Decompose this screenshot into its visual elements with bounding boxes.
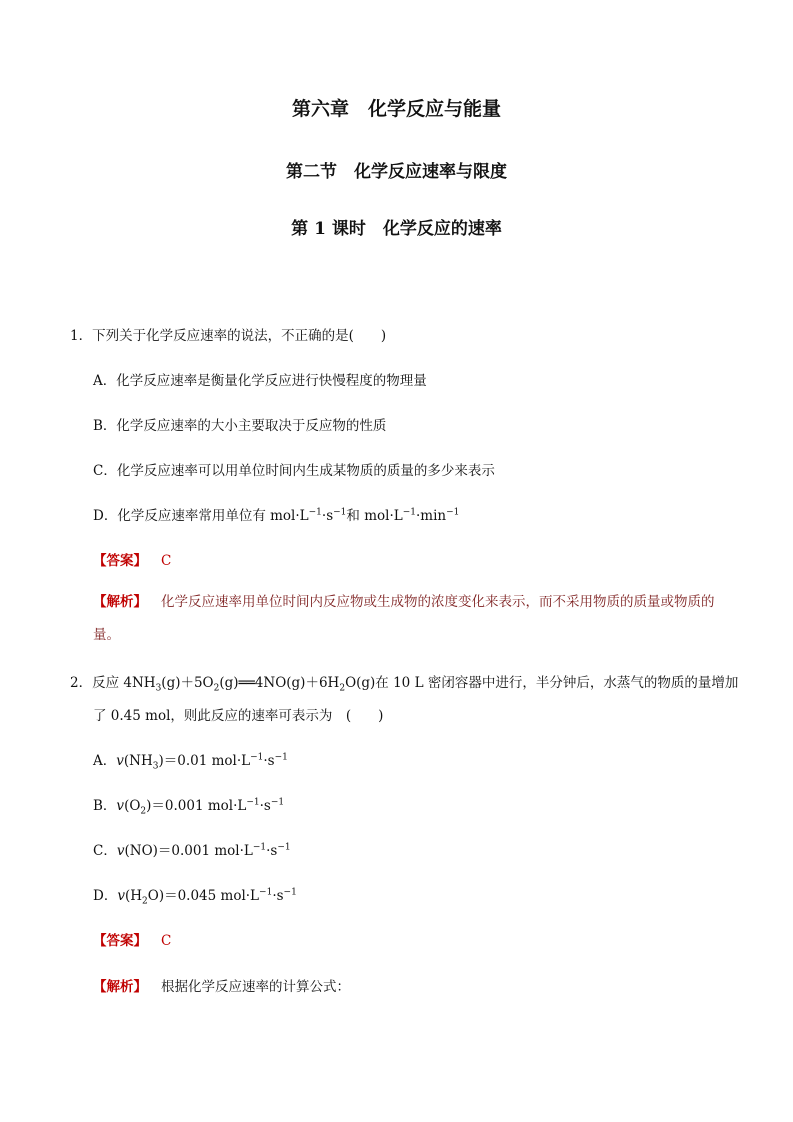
opt-part: (NH xyxy=(123,753,153,769)
q1-option-d xyxy=(93,504,459,524)
q1-option-a: A．化学反应速率是衡量化学反应进行快慢程度的物理量 xyxy=(93,373,427,389)
q2-stem-part: O(g)在 10 L 密闭容器中进行，半分钟后，水蒸气的物质的量增加 xyxy=(345,675,739,691)
exp: −1 xyxy=(274,752,288,763)
exp: −1 xyxy=(259,887,273,898)
exp: −1 xyxy=(446,507,460,518)
exp: −1 xyxy=(333,507,347,518)
opt-letter: C． xyxy=(93,843,117,859)
exp: −1 xyxy=(277,842,291,853)
opt-part: O)＝0.045 mol·L xyxy=(147,888,260,904)
answer-value: C xyxy=(161,933,172,949)
exp: −1 xyxy=(283,887,297,898)
q2-option-a xyxy=(93,749,288,772)
opt-part: )＝0.001 mol·L xyxy=(146,798,247,814)
q2-option-c xyxy=(93,839,291,859)
unit-dot-s: ·s xyxy=(259,798,271,814)
opt-part: )＝0.01 mol·L xyxy=(158,753,251,769)
q2-stem-part: (g)＋5O xyxy=(161,675,214,691)
q2-stem-part: (g)══4NO(g)＋6H xyxy=(219,675,340,691)
analysis-tag: 【解析】 xyxy=(93,594,147,610)
q1-option-d-mid: 和 mol·L xyxy=(346,508,403,524)
q1-option-b: B．化学反应速率的大小主要取决于反应物的性质 xyxy=(93,418,387,434)
sub: 2 xyxy=(339,683,346,694)
q2-answer xyxy=(93,929,171,949)
lesson-title: 第 1 课时 化学反应的速率 xyxy=(291,219,502,239)
opt-part: (H xyxy=(124,888,143,904)
opt-part: (NO)＝0.001 mol·L xyxy=(124,843,253,859)
opt-letter: A． xyxy=(93,753,117,769)
var-v: v xyxy=(116,843,125,859)
q1-stem: 1．下列关于化学反应速率的说法，不正确的是( ) xyxy=(70,328,387,344)
q1-analysis xyxy=(93,586,733,652)
exp: −1 xyxy=(308,507,322,518)
q2-stem-line1 xyxy=(70,671,739,694)
q2-analysis xyxy=(93,975,350,995)
unit-dot-min: ·min xyxy=(416,508,447,524)
sub: 2 xyxy=(213,683,220,694)
opt-part: (O xyxy=(124,798,141,814)
exp: −1 xyxy=(250,752,264,763)
q1-answer xyxy=(93,549,171,569)
answer-tag: 【答案】 xyxy=(93,933,147,949)
sub: 3 xyxy=(155,683,162,694)
analysis-tag: 【解析】 xyxy=(93,979,147,995)
unit-dot-s: ·s xyxy=(263,753,275,769)
exp: −1 xyxy=(270,797,285,808)
unit-dot-s: ·s xyxy=(272,888,284,904)
analysis-text: 根据化学反应速率的计算公式： xyxy=(161,979,350,995)
answer-tag: 【答案】 xyxy=(93,553,147,569)
opt-letter: D． xyxy=(93,888,118,904)
section-title: 第二节 化学反应速率与限度 xyxy=(286,162,507,182)
unit-dot-s: ·s xyxy=(266,843,278,859)
opt-letter: B． xyxy=(93,798,117,814)
var-v: v xyxy=(116,798,125,814)
exp: −1 xyxy=(252,842,267,853)
var-v: v xyxy=(116,753,124,769)
answer-value: C xyxy=(161,553,172,569)
q2-stem-part: 2．反应 4NH xyxy=(70,675,156,691)
sub: 2 xyxy=(142,896,148,907)
exp: −1 xyxy=(246,797,260,808)
analysis-text: 化学反应速率用单位时间内反应物或生成物的浓度变化来表示，而不采用物质的质量或物质的量。 xyxy=(93,594,715,643)
q2-stem-line2: 了 0.45 mol，则此反应的速率可表示为 ( ) xyxy=(93,708,384,724)
exp: −1 xyxy=(402,507,416,518)
q1-option-c: C．化学反应速率可以用单位时间内生成某物质的质量的多少来表示 xyxy=(93,463,495,479)
unit-dot-s: ·s xyxy=(321,508,334,524)
chapter-title: 第六章 化学反应与能量 xyxy=(291,98,501,120)
sub: 2 xyxy=(140,806,147,817)
q1-option-d-prefix: D．化学反应速率常用单位有 mol·L xyxy=(93,508,309,524)
q2-option-d xyxy=(93,884,297,907)
q2-option-b xyxy=(93,794,285,817)
var-v: v xyxy=(117,888,125,904)
sub: 3 xyxy=(152,761,159,772)
